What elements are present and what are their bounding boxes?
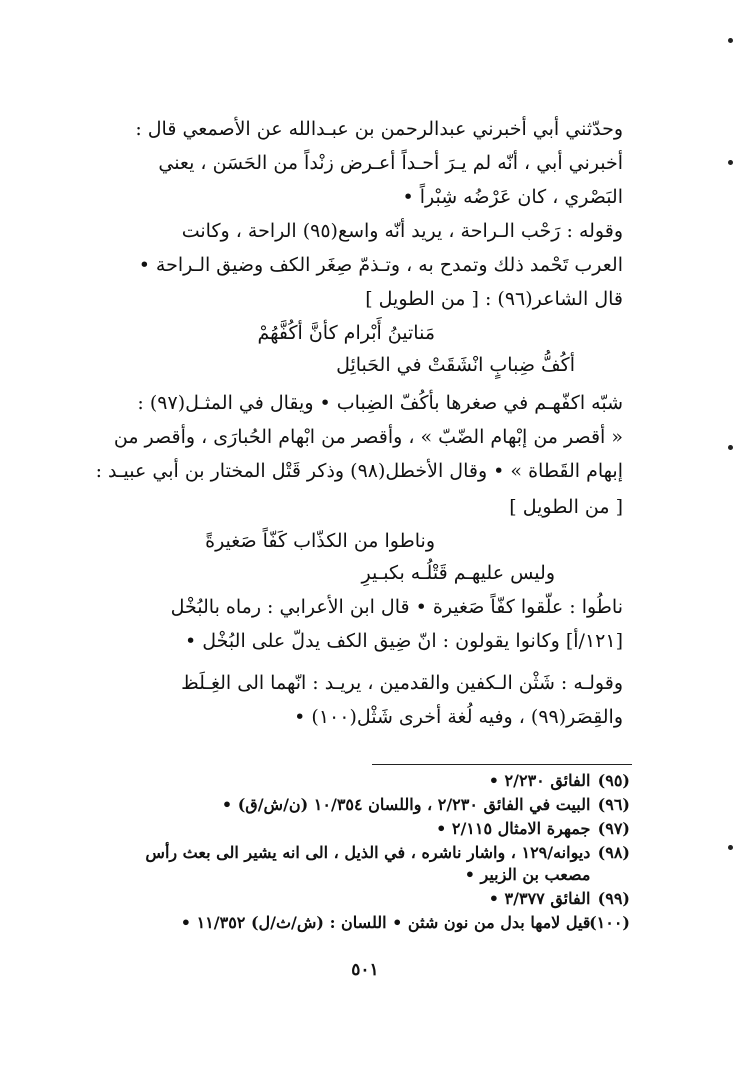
body-line: العرب تَحْمد ذلك وتمدح به ، وتـذمّ صِغَر الكف وضيق الـراحة • — [138, 254, 623, 276]
footnote — [105, 888, 630, 910]
footnote — [105, 842, 630, 864]
scan-mark — [728, 38, 733, 43]
body-line: [١٢١/أ] وكانوا يقولون : انّ ضِيق الكف يدلّ على البُخْل • — [185, 630, 623, 652]
footnote-text: البيت في الفائق ٢/٢٣٠ ، واللسان ١٠/٣٥٤ (ن/ش/ق) • — [221, 795, 591, 814]
footnote — [105, 794, 630, 816]
scan-mark — [728, 445, 733, 450]
body-line: « أقصر من إبْهام الضّبّ » ، وأقصر من ابْهام الحُبارَى ، وأقصر من — [113, 426, 623, 448]
scan-mark — [728, 160, 733, 165]
body-line: [ من الطويل ] — [509, 496, 623, 518]
footnote-text: قيل لامها بدل من نون شثن • اللسان : (ش/ث/ل) ١١/٣٥٢ • — [180, 913, 591, 932]
verse-line: وناطوا من الكذّاب كَفّاً صَغيرةً — [205, 530, 435, 552]
verse-line: مَناتينُ أَبْرام كأنَّ أكُفَّهُمْ — [257, 322, 435, 344]
scan-mark — [728, 845, 733, 850]
footnote — [105, 770, 630, 792]
footnote — [105, 818, 630, 840]
body-line: والقِصَر(٩٩) ، وفيه لُغة أخرى شَثْل(١٠٠) • — [294, 706, 623, 728]
footnote-number: (١٠٠) — [589, 913, 630, 932]
body-line: وقوله : رَحْب الـراحة ، يريد أنّه واسع(٩٥) الراحة ، وكانت — [181, 220, 623, 242]
footnote — [105, 912, 630, 934]
verse-line: أكُفُّ ضِبابٍ انْشَقَتْ في الحَبائِل — [336, 354, 575, 376]
footnote-text: الفائق ٢/٢٣٠ • — [488, 771, 591, 790]
body-line: ناطُوا : علّقوا كفّاً صَغيرة • قال ابن الأعرابي : رماه بالبُخْل — [170, 596, 623, 618]
footnote-number: (٩٥) — [597, 771, 630, 790]
body-line: البَصْري ، كان عَرْضُه شِبْراً • — [402, 186, 623, 208]
footnote-number: (٩٩) — [597, 889, 630, 908]
footnote-number: (٩٨) — [597, 843, 630, 862]
body-line: شبّه اكفّهـم في صغرها بأكُفّ الضِباب • ويقال في المثـل(٩٧) : — [137, 392, 623, 414]
page-number: ٥٠١ — [351, 960, 379, 980]
body-line: قال الشاعر(٩٦) : [ من الطويل ] — [365, 288, 623, 310]
footnote-text: الفائق ٣/٣٧٧ • — [488, 889, 591, 908]
footnote-text: جمهرة الامثال ٢/١١٥ • — [436, 819, 591, 838]
footnote-continuation — [105, 864, 630, 886]
footnote-text: مصعب بن الزبير • — [464, 865, 591, 884]
footnote-number: (٩٦) — [597, 795, 630, 814]
body-line: وحدّثني أبي أخبرني عبدالرحمن بن عبـدالله عن الأصمعي قال : — [135, 118, 623, 140]
footnote-text: ديوانه/١٢٩ ، واشار ناشره ، في الذيل ، الى انه يشير الى بعث رأس — [145, 843, 591, 862]
body-line: وقولـه : شَثْن الـكفين والقدمين ، يريـد : انّهما الى الغِـلَظ — [181, 672, 623, 694]
verse-line: وليس عليهـم قَتْلُـه بكبـيرِ — [361, 562, 555, 584]
footnote-divider — [372, 764, 632, 765]
footnote-number: (٩٧) — [597, 819, 630, 838]
body-line: أخبرني أبي ، أنّه لم يـرَ أحـداً أعـرض زنْداً من الحَسَن ، يعني — [158, 152, 623, 174]
body-line: إبهام القَطاة » • وقال الأخطل(٩٨) وذكر قَتْل المختار بن أبي عبيـد : — [95, 460, 623, 482]
